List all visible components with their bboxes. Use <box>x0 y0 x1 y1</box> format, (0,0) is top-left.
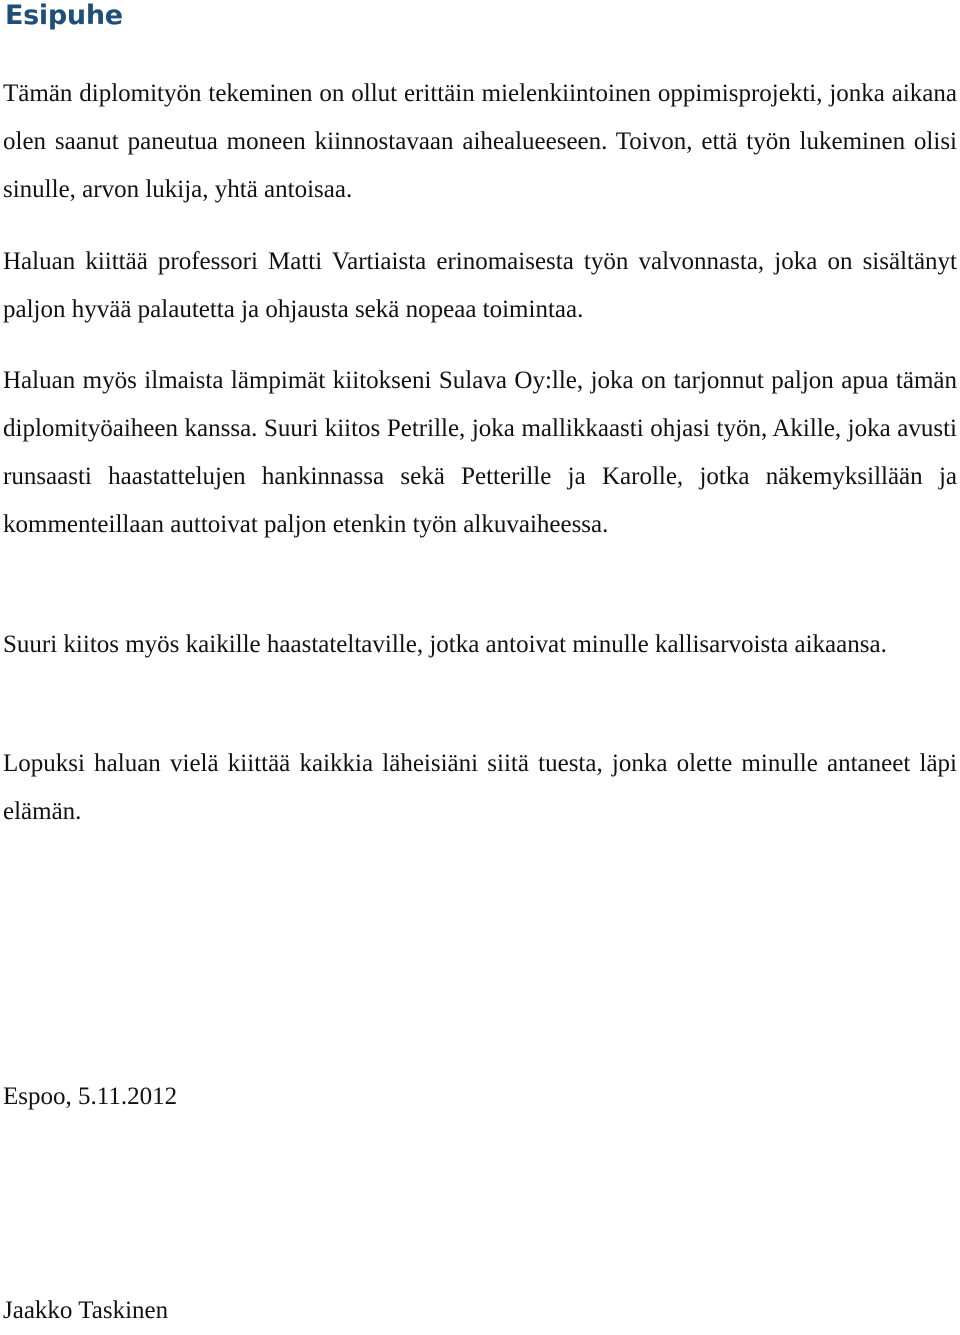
paragraph-thanks-family: Lopuksi haluan vielä kiittää kaikkia läheisiäni siitä tuesta, jonka olette minulle antaneet läpi elämän. <box>3 750 957 825</box>
paragraph-thanks-professor: Haluan kiittää professori Matti Vartiaista erinomaisesta työn valvonnasta, joka on sisältänyt paljon hyvää palautetta ja ohjausta sekä nopeaa toimintaa. <box>3 248 957 323</box>
paragraph-intro: Tämän diplomityön tekeminen on ollut erittäin mielenkiintoinen oppimisprojekti, jonka aikana olen saanut paneutua moneen kiinnostavaan aihealueeseen. Toivon, että työn lukeminen olisi sinulle, arvon lukija, yhtä antoisaa. <box>3 80 957 203</box>
author-name: Jaakko Taskinen <box>3 1297 169 1324</box>
paragraph-thanks-company: Haluan myös ilmaista lämpimät kiitokseni Sulava Oy:lle, joka on tarjonnut paljon apua tämän diplomityöaiheen kanssa. Suuri kiitos Petrille, joka mallikkaasti ohjasi työn, Akille, joka avusti runsaasti haastattelujen hankinnassa sekä Petterille ja Karolle, jotka näkemyksillään ja kommenteillaan auttoivat paljon etenkin työn alkuvaiheessa. <box>3 367 957 538</box>
page-title: Esipuhe <box>5 0 123 31</box>
place-date: Espoo, 5.11.2012 <box>3 1083 178 1110</box>
paragraph-thanks-interviewees: Suuri kiitos myös kaikille haastateltaville, jotka antoivat minulle kallisarvoista aikaansa. <box>3 631 887 658</box>
